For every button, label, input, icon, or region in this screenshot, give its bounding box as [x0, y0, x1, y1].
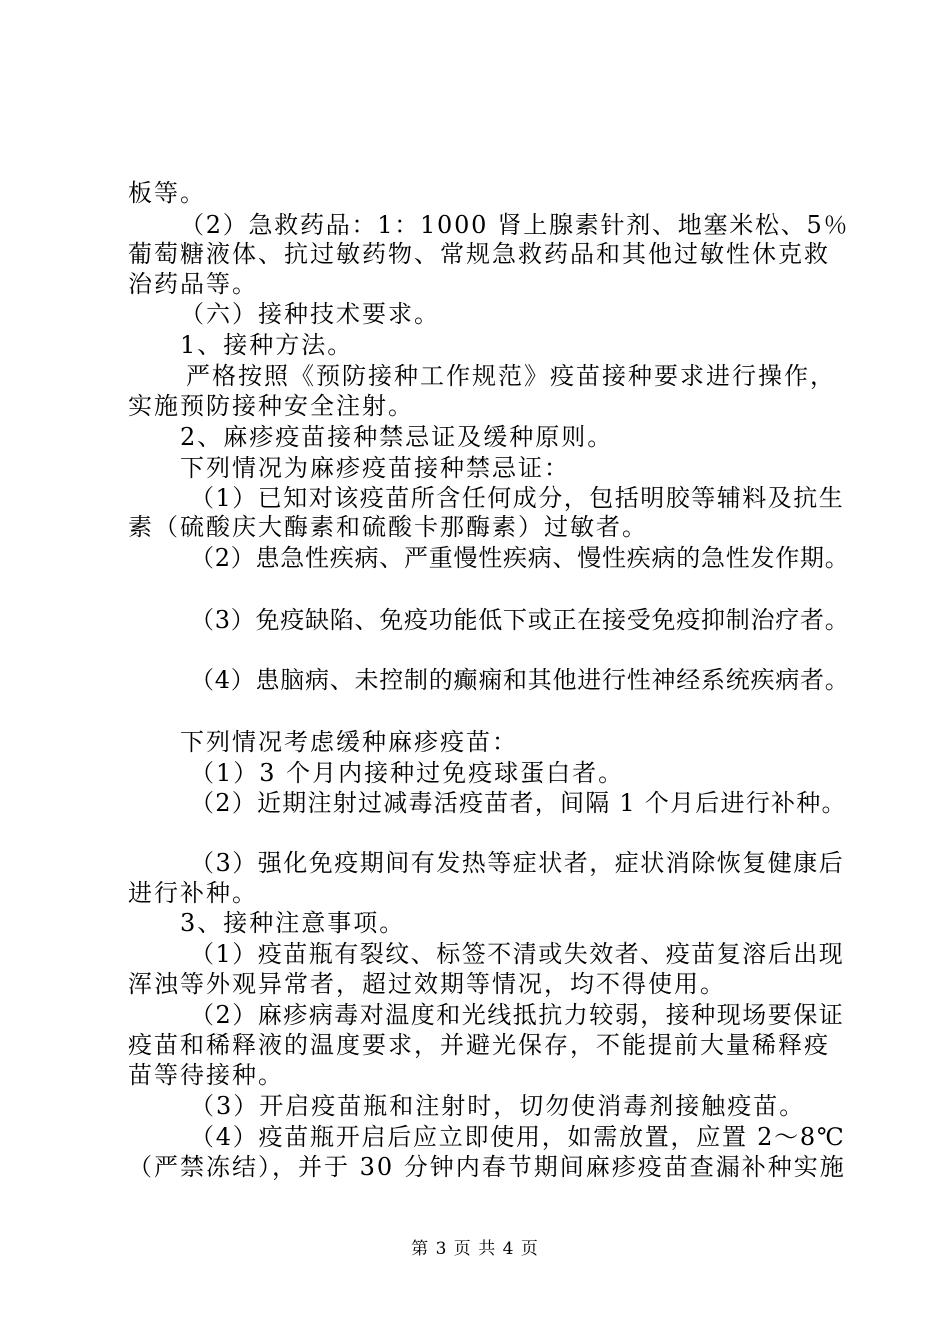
text-line-4: 治药品等。 — [128, 270, 258, 298]
text-line-29: （严禁冻结），并于 30 分钟内春节期间麻疹疫苗查漏补种实施 — [128, 1153, 846, 1181]
page-number-footer: 第 3 页 共 4 页 — [411, 1239, 539, 1259]
text-line-1: 板等。 — [128, 179, 206, 207]
text-line-17: （1）3 个月内接种过免疫球蛋白者。 — [190, 759, 625, 787]
text-line-12: 素（硫酸庆大酶素和硫酸卡那酶素）过敏者。 — [128, 513, 648, 541]
text-line-6: 1、接种方法。 — [180, 331, 354, 359]
text-line-24: （2）麻疹病毒对温度和光线抵抗力较弱，接种现场要保证 — [190, 1001, 845, 1029]
text-line-8: 实施预防接种安全注射。 — [128, 392, 414, 420]
text-line-25: 疫苗和稀释液的温度要求，并避光保存，不能提前大量稀释疫 — [128, 1031, 830, 1059]
text-line-15: （4）患脑病、未控制的癫痫和其他进行性神经系统疾病者。 — [190, 666, 850, 694]
text-line-20: 进行补种。 — [128, 879, 258, 907]
text-line-16: 下列情况考虑缓种麻疹疫苗： — [180, 728, 518, 756]
text-line-11: （1）已知对该疫苗所含任何成分，包括明胶等辅料及抗生 — [190, 484, 845, 512]
text-line-9: 2、麻疹疫苗接种禁忌证及缓种原则。 — [180, 423, 614, 451]
text-line-28: （4）疫苗瓶开启后应立即使用，如需放置，应置 2～8℃ — [190, 1123, 846, 1151]
text-line-3: 葡萄糖液体、抗过敏药物、常规急救药品和其他过敏性休克救 — [128, 240, 830, 268]
text-line-23: 浑浊等外观异常者，超过效期等情况，均不得使用。 — [128, 970, 726, 998]
text-line-7: 严格按照《预防接种工作规范》疫苗接种要求进行操作， — [186, 362, 836, 390]
text-line-18: （2）近期注射过减毒活疫苗者，间隔 1 个月后进行补种。 — [190, 789, 847, 817]
text-line-5: （六）接种技术要求。 — [180, 300, 440, 328]
text-line-26: 苗等待接种。 — [128, 1061, 284, 1089]
text-line-13: （2）患急性疾病、严重慢性疾病、慢性疾病的急性发作期。 — [190, 544, 850, 572]
text-line-21: 3、接种注意事项。 — [180, 909, 406, 937]
text-line-27: （3）开启疫苗瓶和注射时，切勿使消毒剂接触疫苗。 — [190, 1092, 806, 1120]
text-line-14: （3）免疫缺陷、免疫功能低下或正在接受免疫抑制治疗者。 — [190, 606, 850, 634]
text-line-10: 下列情况为麻疹疫苗接种禁忌证： — [180, 454, 570, 482]
text-line-19: （3）强化免疫期间有发热等症状者，症状消除恢复健康后 — [190, 849, 845, 877]
text-line-22: （1）疫苗瓶有裂纹、标签不清或失效者、疫苗复溶后出现 — [190, 940, 845, 968]
text-line-2: （2）急救药品：1：1000 肾上腺素针剂、地塞米松、5％ — [180, 211, 850, 239]
